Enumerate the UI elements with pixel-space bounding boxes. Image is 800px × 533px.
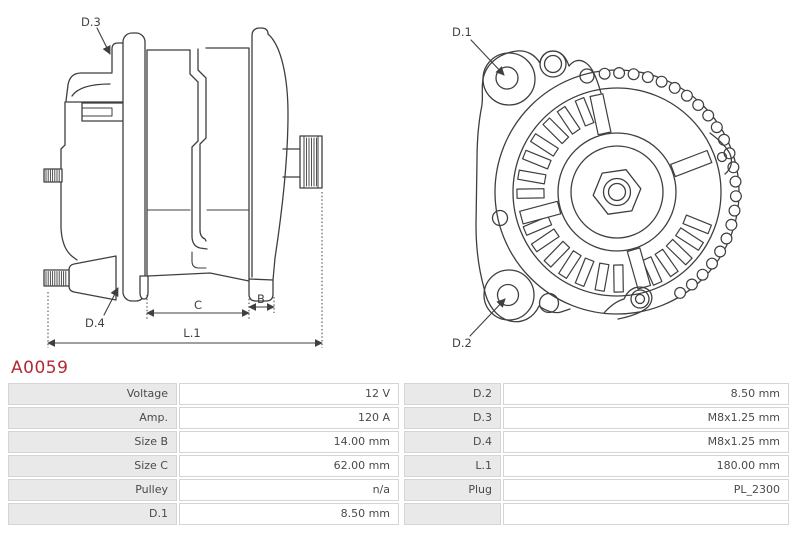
spec-label: Size C <box>8 455 177 477</box>
spec-label: Voltage <box>8 383 177 405</box>
label-d1: D.1 <box>452 25 472 39</box>
spec-value: 12 V <box>179 383 399 405</box>
spec-label <box>404 503 501 525</box>
table-row <box>8 479 790 501</box>
spec-label: Plug <box>404 479 501 501</box>
alternator-front-view <box>470 40 741 336</box>
spec-label: Size B <box>8 431 177 453</box>
spec-value: 62.00 mm <box>179 455 399 477</box>
spec-value: PL_2300 <box>503 479 789 501</box>
spec-label: D.1 <box>8 503 177 525</box>
table-row <box>8 455 790 477</box>
table-row <box>8 503 790 525</box>
spec-value: M8x1.25 mm <box>503 431 789 453</box>
hole-d2 <box>498 285 519 306</box>
table-row <box>8 431 790 453</box>
spec-value: n/a <box>179 479 399 501</box>
spec-value: 120 A <box>179 407 399 429</box>
table-row <box>8 383 790 405</box>
label-d4: D.4 <box>85 316 105 330</box>
label-l1: L.1 <box>183 326 201 340</box>
spec-value: 8.50 mm <box>179 503 399 525</box>
spec-label: L.1 <box>404 455 501 477</box>
spec-table <box>8 383 790 527</box>
label-d2: D.2 <box>452 336 472 350</box>
spec-label: Pulley <box>8 479 177 501</box>
spec-value: M8x1.25 mm <box>503 407 789 429</box>
spec-value: 14.00 mm <box>179 431 399 453</box>
spec-label: D.3 <box>404 407 501 429</box>
table-row <box>8 407 790 429</box>
label-d3: D.3 <box>81 15 101 29</box>
leader-d3 <box>97 28 110 54</box>
spec-label: D.2 <box>404 383 501 405</box>
spec-value <box>503 503 789 525</box>
alternator-side-view <box>44 28 322 315</box>
part-number: A0059 <box>11 358 69 378</box>
label-c: C <box>193 298 203 312</box>
leader-d2 <box>470 299 505 336</box>
spec-label: Amp. <box>8 407 177 429</box>
spec-value: 180.00 mm <box>503 455 789 477</box>
spec-label: D.4 <box>404 431 501 453</box>
spec-value: 8.50 mm <box>503 383 789 405</box>
label-b: B <box>257 292 265 306</box>
